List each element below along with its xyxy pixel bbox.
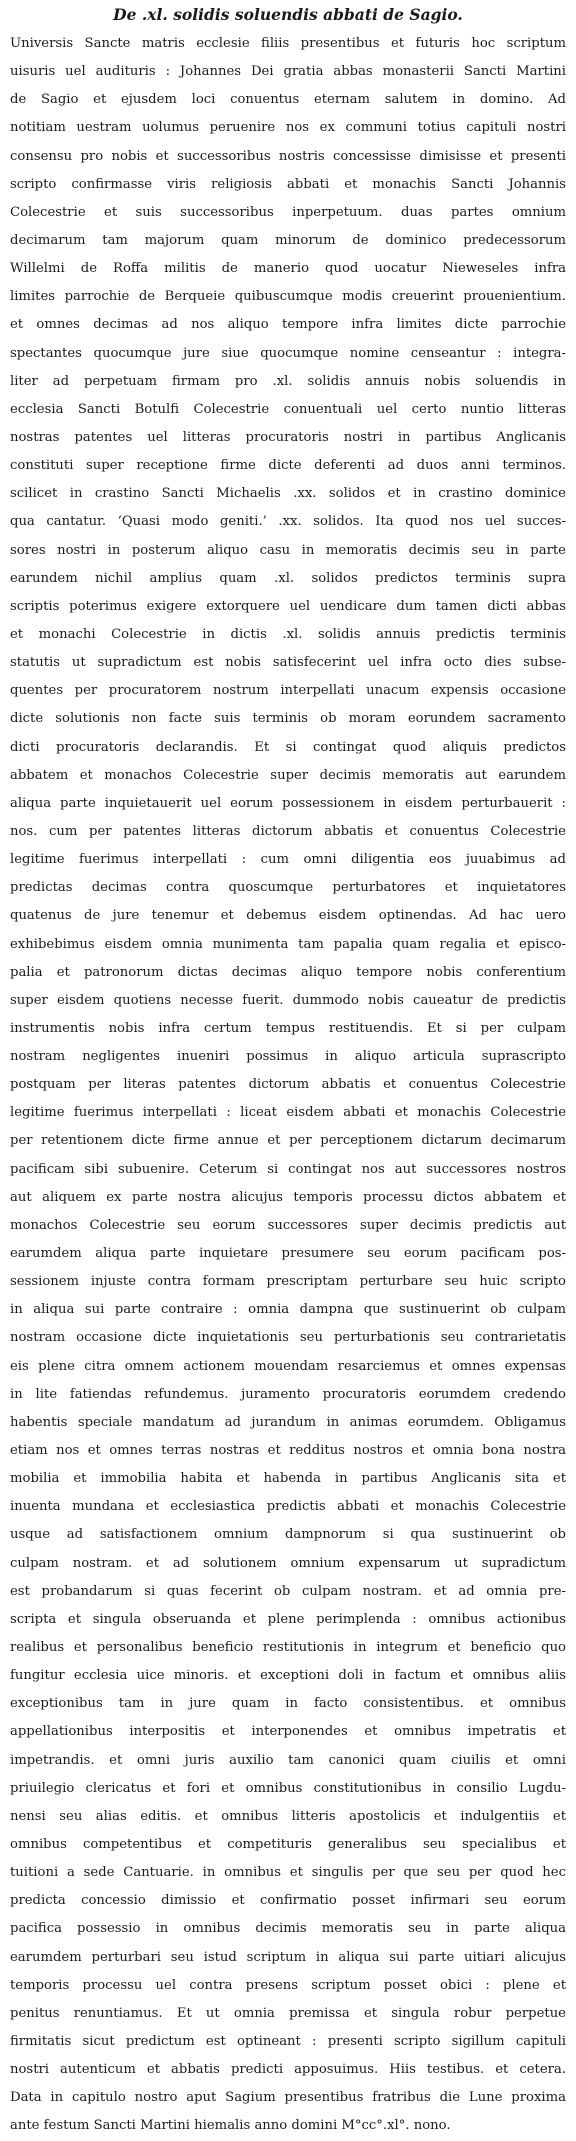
text-line: etiam nos et omnes terras nostras et redditus nostros et omnia bona nostra: [10, 1443, 566, 1459]
text-line: quentes per procuratorem nostrum interpellati unacum expensis occasione: [10, 683, 566, 699]
text-line: predicta concessio dimissio et confirmatio posset infirmari seu eorum: [10, 1893, 566, 1909]
text-line: usque ad satisfactionem omnium dampnorum si qua sustinuerint ob: [10, 1527, 566, 1543]
text-line: sessionem injuste contra formam prescriptam perturbare seu huic scripto: [10, 1274, 566, 1290]
text-line: statutis ut supradictum est nobis satisfecerint uel infra octo dies subse-: [10, 655, 566, 671]
text-line: Willelmi de Roffa militis de manerio quod uocatur Nieweseles infra: [10, 261, 566, 277]
text-line: instrumentis nobis infra certum tempus restituendis. Et si per culpam: [10, 1020, 566, 1036]
document-body: [10, 30, 566, 2141]
text-line: super eisdem quotiens necesse fuerit. dummodo nobis caueatur de predictis: [10, 992, 566, 1008]
text-line: pacificam sibi subuenire. Ceterum si contingat nos aut successores nostros: [10, 1161, 566, 1177]
text-line: dicti procuratoris declarandis. Et si contingat quod aliquis predictos: [10, 739, 566, 755]
text-line: aliqua parte inquietauerit uel eorum possessionem in eisdem perturbauerit :: [10, 795, 566, 811]
document-title: De .xl. solidis soluendis abbati de Sagio.: [113, 5, 463, 24]
text-line: appellationibus interpositis et interponendes et omnibus impetratis et: [10, 1724, 566, 1740]
text-line: earundem nichil amplius quam .xl. solidos predictos terminis supra: [10, 570, 566, 586]
text-line: nostras patentes uel litteras procuratoris nostri in partibus Anglicanis: [10, 429, 566, 445]
text-line: postquam per literas patentes dictorum abbatis et conuentus Colecestrie: [10, 1077, 566, 1093]
text-line: decimarum tam majorum quam minorum de dominico predecessorum: [10, 232, 566, 248]
text-line: pacifica possessio in omnibus decimis memoratis seu in parte aliqua: [10, 1921, 566, 1937]
text-line: aut aliquem ex parte nostra alicujus temporis processu dictos abbatem et: [10, 1189, 566, 1205]
text-line: abbatem et monachos Colecestrie super decimis memoratis aut earundem: [10, 767, 566, 783]
text-line: nos. cum per patentes litteras dictorum abbatis et conuentus Colecestrie: [10, 823, 566, 839]
text-line: penitus renuntiamus. Et ut omnia premissa et singula robur perpetue: [10, 2005, 566, 2021]
text-line: dicte solutionis non facte suis terminis ob moram eorundem sacramento: [10, 711, 566, 727]
text-line: liter ad perpetuam firmam pro .xl. solidis annuis nobis soluendis in: [10, 373, 566, 389]
text-line: inuenta mundana et ecclesiastica predictis abbati et monachis Colecestrie: [10, 1499, 566, 1515]
text-line: est probandarum si quas fecerint ob culpam nostram. et ad omnia pre-: [10, 1583, 566, 1599]
text-line: legitime fuerimus interpellati : cum omni diligentia eos juuabimus ad: [10, 852, 566, 868]
text-line: earumdem aliqua parte inquietare presumere seu eorum pacificam pos-: [10, 1246, 566, 1262]
text-line: scriptis poterimus exigere extorquere uel uendicare dum tamen dicti abbas: [10, 598, 566, 614]
text-line: in lite fatiendas refundemus. juramento procuratoris eorumdem credendo: [10, 1386, 566, 1402]
text-line: omnibus competentibus et competituris generalibus seu specialibus et: [10, 1837, 566, 1852]
text-line: firmitatis sicut predictum est optineant : presenti scripto sigillum capituli: [10, 2033, 566, 2049]
text-line: eis plene citra omnem actionem mouendam resarciemus et omnes expensas: [10, 1358, 566, 1374]
text-line: consensu pro nobis et successoribus nostris concessisse dimisisse et presenti: [10, 148, 566, 164]
text-line: de Sagio et ejusdem loci conuentus eternam salutem in domino. Ad: [10, 92, 566, 108]
text-line: Universis Sancte matris ecclesie filiis presentibus et futuris hoc scriptum: [10, 36, 566, 51]
text-line: scilicet in crastino Sancti Michaelis .xx. solidos et in crastino dominice: [10, 486, 566, 502]
text-line: palia et patronorum dictas decimas aliquo tempore nobis conferentium: [10, 964, 566, 980]
text-line: scripta et singula obseruanda et plene perimplenda : omnibus actionibus: [10, 1611, 566, 1627]
text-line: exceptionibus tam in jure quam in facto consistentibus. et omnibus: [10, 1696, 566, 1712]
text-line: nostri autenticum et abbatis predicti apposuimus. Hiis testibus. et cetera.: [10, 2062, 566, 2078]
text-line: habentis speciale mandatum ad jurandum in animas eorumdem. Obligamus: [10, 1414, 566, 1430]
text-line: quatenus de jure tenemur et debemus eisdem optinendas. Ad hac uero: [10, 908, 566, 924]
text-line: in aliqua sui parte contraire : omnia dampna que sustinuerint ob culpam: [10, 1302, 566, 1318]
text-line: nostram negligentes inueniri possimus in aliquo articula suprascripto: [10, 1049, 566, 1065]
text-line: priuilegio clericatus et fori et omnibus constitutionibus in consilio Lugdu-: [10, 1780, 566, 1796]
text-line: temporis processu uel contra presens scriptum posset obici : plene et: [10, 1977, 566, 1993]
text-line: sores nostri in posterum aliquo casu in memoratis decimis seu in parte: [10, 542, 566, 558]
text-line: et monachi Colecestrie in dictis .xl. solidis annuis predictis terminis: [10, 626, 566, 642]
text-line: culpam nostram. et ad solutionem omnium expensarum ut supradictum: [10, 1555, 566, 1571]
text-line: realibus et personalibus beneficio restitutionis in integrum et beneficio quo: [10, 1640, 566, 1656]
text-line: Data in capitulo nostro aput Sagium presentibus fratribus die Lune proxima: [10, 2090, 566, 2106]
text-line: monachos Colecestrie seu eorum successores super decimis predictis aut: [10, 1217, 566, 1233]
text-line: tuitioni a sede Cantuarie. in omnibus et singulis per que seu per quod hec: [10, 1865, 566, 1881]
text-line: qua cantatur. ‘Quasi modo geniti.’ .xx. solidos. Ita quod nos uel succes-: [10, 514, 566, 530]
text-line: mobilia et immobilia habita et habenda in partibus Anglicanis sita et: [10, 1471, 566, 1487]
text-line: spectantes quocumque jure siue quocumque nomine censeantur : integra-: [10, 345, 566, 361]
text-line: impetrandis. et omni juris auxilio tam canonici quam ciuilis et omni: [10, 1752, 566, 1768]
text-line: fungitur ecclesia uice minoris. et exceptioni doli in factum et omnibus aliis: [10, 1668, 566, 1684]
text-line: et omnes decimas ad nos aliquo tempore infra limites dicte parrochie: [10, 317, 566, 333]
text-line: earumdem perturbari seu istud scriptum in aliqua sui parte uitiari alicujus: [10, 1949, 566, 1965]
text-line: legitime fuerimus interpellati : liceat eisdem abbati et monachis Colecestrie: [10, 1105, 566, 1121]
text-line: uisuris uel audituris : Johannes Dei gratia abbas monasterii Sancti Martini: [10, 64, 566, 80]
text-line: per retentionem dicte firme annue et per perceptionem dictarum decimarum: [10, 1133, 566, 1149]
text-line: ante festum Sancti Martini hiemalis anno domini M°cc°.xl°. nono.: [10, 2118, 451, 2134]
text-line: Colecestrie et suis successoribus inperpetuum. duas partes omnium: [10, 204, 566, 220]
text-line: limites parrochie de Berqueie quibuscumque modis creuerint prouenientium.: [10, 289, 566, 305]
text-line: nensi seu alias editis. et omnibus litteris apostolicis et indulgentiis et: [10, 1808, 566, 1824]
text-line: exhibebimus eisdem omnia munimenta tam papalia quam regalia et episco-: [10, 936, 566, 952]
text-line: ecclesia Sancti Botulfi Colecestrie conuentuali uel certo nuntio litteras: [10, 401, 566, 417]
text-line: scripto confirmasse viris religiosis abbati et monachis Sancti Johannis: [10, 176, 566, 192]
text-line: notitiam uestram uolumus peruenire nos ex communi totius capituli nostri: [10, 120, 566, 136]
text-line: predictas decimas contra quoscumque perturbatores et inquietatores: [10, 880, 566, 896]
text-line: nostram occasione dicte inquietationis seu perturbationis seu contrarietatis: [10, 1330, 566, 1346]
text-line: constituti super receptione firme dicte deferenti ad duos anni terminos.: [10, 458, 566, 474]
